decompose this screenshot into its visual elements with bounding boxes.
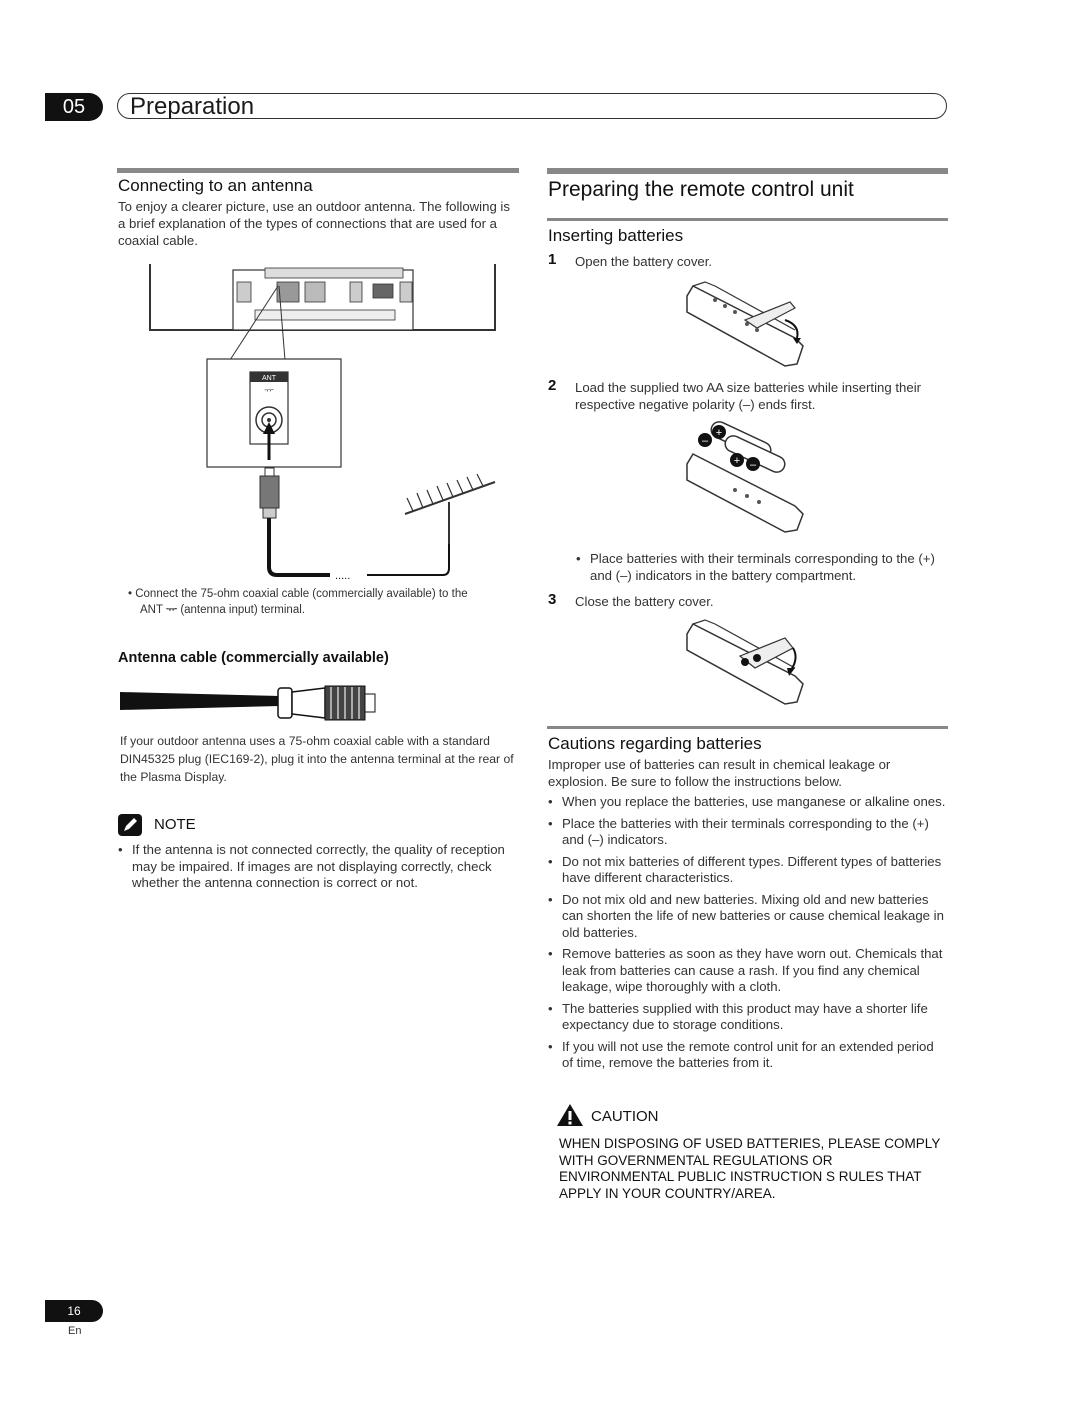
step-number: 2 [548, 377, 557, 394]
page-number: 16 [45, 1300, 103, 1322]
list-item: • Do not mix old and new batteries. Mixing old and new batteries can shorten the life of new batteries or cause chemical leakage in old batteries. [548, 892, 948, 942]
language-label: En [68, 1325, 82, 1337]
antenna-symbol-icon: ᅲ [166, 604, 178, 616]
remote-heading: Preparing the remote control unit [548, 178, 854, 201]
svg-text:–: – [701, 435, 709, 447]
cable-heading: Antenna cable (commercially available) [118, 650, 389, 666]
section-rule [117, 168, 519, 173]
cautions-list [548, 794, 948, 1077]
antenna-connection-illustration [145, 262, 505, 582]
note-label: NOTE [154, 816, 196, 833]
inserting-heading: Inserting batteries [548, 226, 684, 245]
svg-text:.....: ..... [335, 570, 351, 582]
remote-open-cover-illustration [685, 280, 810, 370]
step-text: Open the battery cover. [575, 254, 713, 269]
step2-bullet-list [576, 551, 948, 589]
step-text: Close the battery cover. [575, 594, 714, 609]
cautions-heading: Cautions regarding batteries [548, 734, 762, 753]
list-item: • Do not mix batteries of different types. Different types of batteries have different characteristics. [548, 854, 948, 887]
step-number: 1 [548, 251, 557, 268]
chapter-title: Preparation [117, 93, 947, 119]
list-item: • Place batteries with their terminals corresponding to the (+) and (–) indicators in the battery compartment. [576, 551, 948, 584]
connect-note: • Connect the 75-ohm coaxial cable (commercially available) to the ANT ᅲ (antenna input) terminal. [128, 588, 468, 616]
note-list [118, 842, 518, 897]
list-item: • The batteries supplied with this product may have a shorter life expectancy due to storage conditions. [548, 1001, 948, 1034]
list-item: • When you replace the batteries, use manganese or alkaline ones. [548, 794, 948, 811]
step-text: Load the supplied two AA size batteries while inserting their respective negative polarity (–) ends first. [575, 380, 922, 412]
antenna-intro: To enjoy a clearer picture, use an outdoor antenna. The following is a brief explanation of the types of connections that are used for a coaxial cable. [118, 199, 510, 248]
antenna-heading: Connecting to an antenna [118, 176, 313, 195]
note-pencil-icon [118, 814, 142, 836]
remote-close-cover-illustration [685, 618, 810, 708]
svg-text:+: + [733, 455, 741, 467]
list-item: • If the antenna is not connected correctly, the quality of reception may be impaired. If images are not displaying correctly, check whether the antenna connection is correct or not. [118, 842, 518, 892]
list-item: • Remove batteries as soon as they have worn out. Chemicals that leak from batteries can cause a rash. If you find any chemical leakage, wipe thoroughly with a cloth. [548, 946, 948, 996]
list-item: • If you will not use the remote control unit for an extended period of time, remove the batteries from it. [548, 1039, 948, 1072]
caution-label: CAUTION [591, 1108, 659, 1125]
cautions-intro: Improper use of batteries can result in chemical leakage or explosion. Be sure to follow the instructions below. [548, 757, 891, 789]
svg-text:ᅲ: ᅲ [264, 386, 274, 397]
list-item: • Place the batteries with their terminals corresponding to the (+) and (–) indicators. [548, 816, 948, 849]
chapter-number: 05 [45, 93, 103, 121]
ant-terminal-label: ANT [262, 375, 276, 382]
subsection-rule [547, 726, 948, 729]
step-number: 3 [548, 591, 557, 608]
svg-text:+: + [715, 427, 723, 439]
remote-batteries-illustration [685, 420, 810, 535]
din-cable-illustration [120, 682, 380, 724]
section-rule [547, 168, 948, 174]
caution-text: WHEN DISPOSING OF USED BATTERIES, PLEASE COMPLY WITH GOVERNMENTAL REGULATIONS OR ENVIRONMENTAL PUBLIC INSTRUCTION S RULES THAT APPLY IN YOUR COUNTRY/AREA. [559, 1136, 941, 1201]
caution-warning-icon [556, 1103, 584, 1127]
svg-text:–: – [749, 459, 757, 471]
subsection-rule [547, 218, 948, 221]
din-text: If your outdoor antenna uses a 75-ohm coaxial cable with a standard DIN45325 plug (IEC169-2), plug it into the antenna terminal at the rear of the Plasma Display. [120, 734, 514, 784]
